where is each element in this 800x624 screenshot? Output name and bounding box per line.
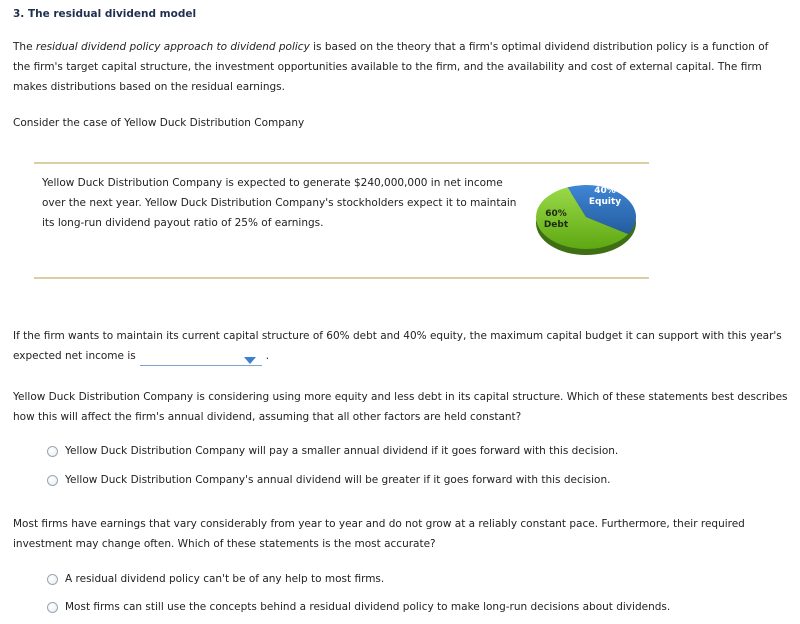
intro-suffix: is based on the theory that a firm's optimal dividend distribution policy is a function of the firm's target capital structure, the investment opportunities available to the firm, and the availability and cost of external capital. The firm makes distributions based on the residual earnings. (13, 41, 769, 93)
q1-period: . (265, 350, 270, 362)
intro-paragraph (13, 37, 788, 97)
option-label[interactable]: A residual dividend policy can't be of any help to most firms. (65, 573, 385, 585)
q3-option-2[interactable] (47, 599, 670, 615)
q1-text: If the firm wants to maintain its current capital structure of 60% debt and 40% equity, the maximum capital budget it can support with this year's expected net income is (13, 330, 782, 362)
radio-button[interactable] (47, 602, 58, 613)
intro-emphasis: residual dividend policy approach to dividend policy (35, 41, 310, 53)
option-label[interactable]: Most firms can still use the concepts behind a residual dividend policy to make long-run decisions about dividends. (65, 601, 671, 613)
capital-structure-pie (533, 175, 639, 259)
infobox-top-divider (34, 162, 649, 164)
q3-option-1[interactable] (47, 571, 384, 587)
option-label[interactable]: Yellow Duck Distribution Company's annual dividend will be greater if it goes forward with this decision. (65, 474, 611, 486)
infobox-bottom-divider (34, 277, 649, 279)
q3-prompt: Most firms have earnings that vary considerably from year to year and do not grow at a reliably constant pace. Furthermore, their required investment may change often. Which of these statements is the most accurate? (13, 518, 745, 550)
consider-text: Consider the case of Yellow Duck Distribution Company (13, 117, 305, 129)
pie-equity-name: Equity (588, 197, 622, 207)
question-title: 3. The residual dividend model (13, 8, 197, 20)
q2-prompt: Yellow Duck Distribution Company is considering using more equity and less debt in its capital structure. Which of these statements best describes how this will affect the firm's annual dividend, assuming that all other factors are held constant? (13, 391, 788, 423)
q2-option-1[interactable] (47, 443, 618, 459)
infobox-text: Yellow Duck Distribution Company is expected to generate $240,000,000 in net income over the next year. Yellow Duck Distribution Company's stockholders expect it to maintain its long-run dividend payout ratio of 25% of earnings. (42, 177, 517, 229)
intro-prefix: The (13, 41, 36, 53)
q1-paragraph (13, 326, 788, 366)
pie-equity-percent: 40% (594, 186, 616, 196)
capital-budget-dropdown[interactable] (140, 353, 262, 366)
pie-debt-percent: 60% (545, 209, 567, 219)
pie-debt-name: Debt (543, 220, 569, 230)
option-label[interactable]: Yellow Duck Distribution Company will pay a smaller annual dividend if it goes forward with this decision. (65, 445, 619, 457)
radio-button[interactable] (47, 574, 58, 585)
dropdown-caret-icon (244, 357, 256, 364)
radio-button[interactable] (47, 475, 58, 486)
radio-button[interactable] (47, 446, 58, 457)
q2-option-2[interactable] (47, 472, 610, 488)
